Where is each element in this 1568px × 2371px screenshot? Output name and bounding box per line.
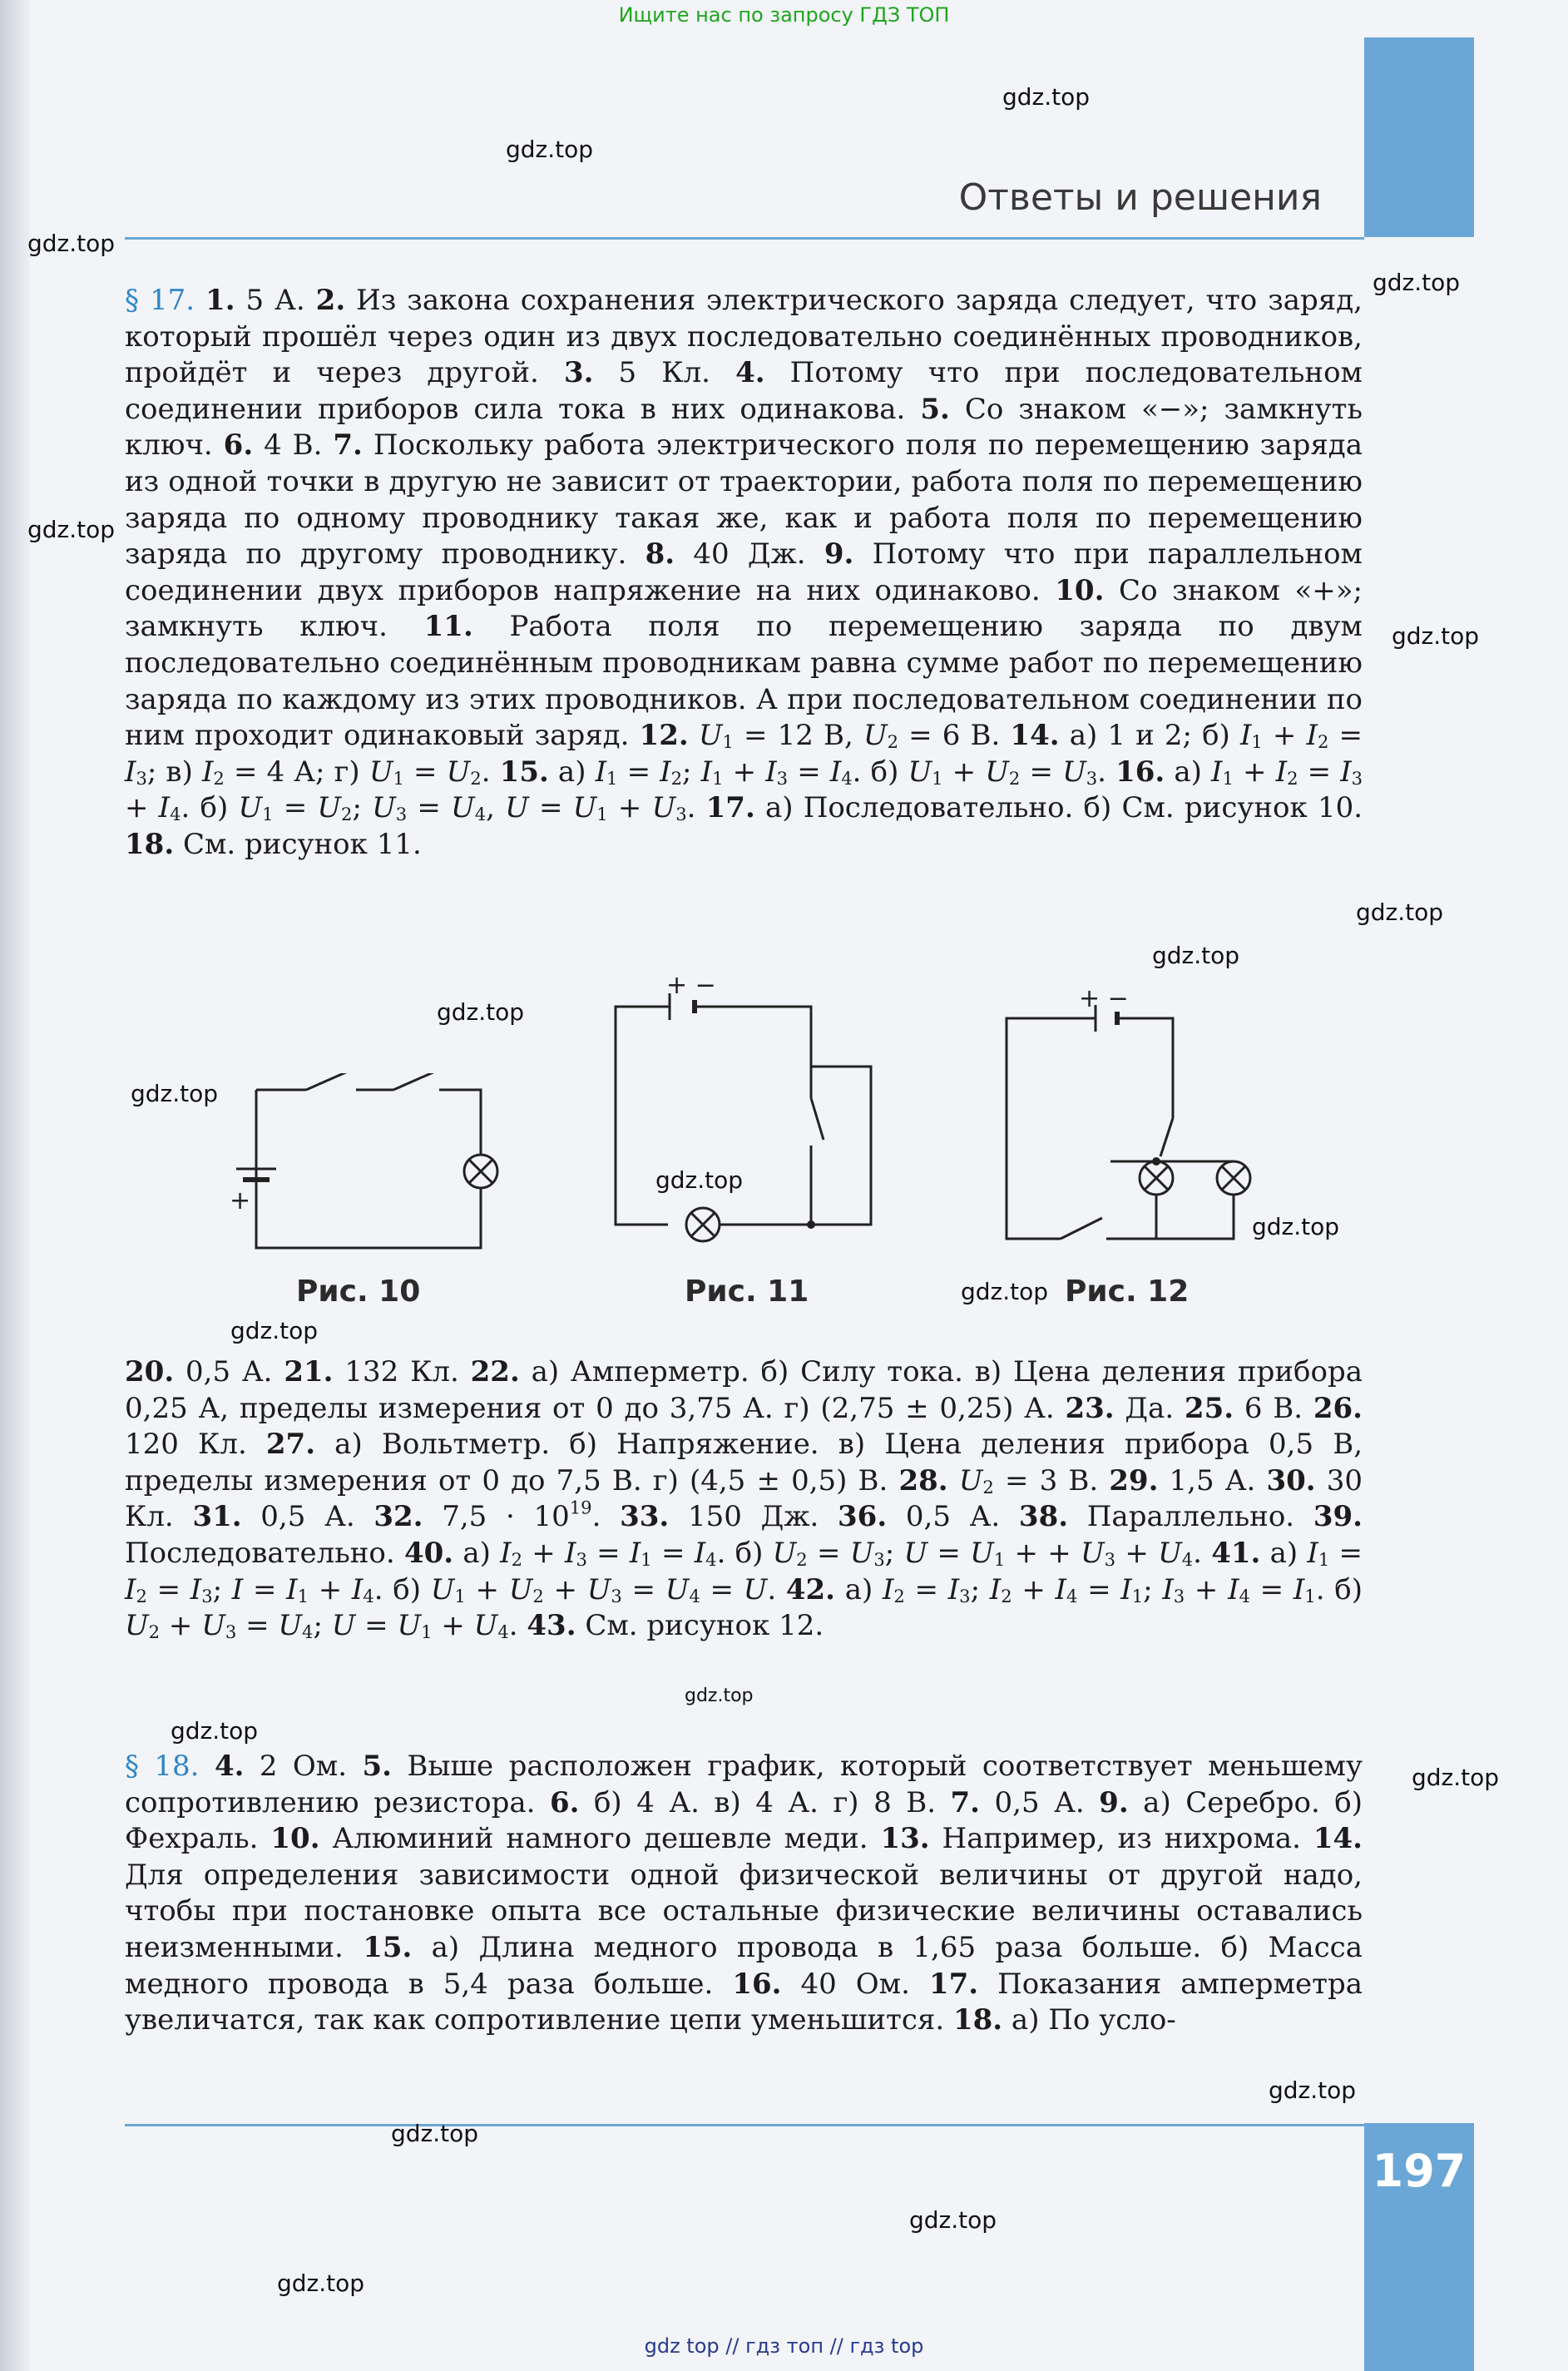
section-18-mark: § 18. <box>125 1750 200 1783</box>
top-banner[interactable]: Ищите нас по запросу ГДЗ ТОП <box>618 3 950 27</box>
watermark: gdz.top <box>506 136 594 163</box>
figure-12-caption: Рис. 12 <box>1065 1275 1190 1309</box>
watermark: gdz.top <box>131 1080 219 1107</box>
fig10-plus-label: + <box>230 1186 251 1215</box>
page-title: Ответы и решения <box>958 176 1322 219</box>
watermark: gdz.top <box>1373 269 1461 296</box>
answers-20-43-text: 20. 0,5 А. 21. 132 Кл. 22. а) Амперметр. б) Силу тока. в) Цена деления прибора 0,25 А, пределы измерения от 0 до 3,75 А. г) (2,75 ± 0,25) А. 23. Да. 25. 6 В. 26. 120 Кл. 27. а) Вольтметр. б) Напряжение. в) Цена деления прибора 0,5 В, пределы измерения от 0 до 7,5 В. г) (4,5 ± 0,5) В. 28. $U_2 = 3$ В. 29. 1,5 А. 30. 30 Кл. 31. 0,5 А. 32. $7,5 \cdot 10^{19}$. 33. 150 Дж. 36. 0,5 А. 38. Параллельно. 39. Последовательно. 40. а) $I_2 + I_3 = I_1 = I_4$. б) $U_2 = U_3$; $U = U_1$ + + $U_3 + U_4$. 41. а) $I_1 = I_2 = I_3$; $I = I_1 + I_4$. б) $U_1 + U_2 + U_3 = U_4 = U$. 42. а) $I_2 = I_3$; $I_2 + I_4 = I_1$; $I_3 + I_4 = I_1$. б) $U_2 + U_3 = U_4$; $U = U_1 + U_4$. 43. См. рисунок 12. <box>125 1355 1363 1643</box>
page-edge <box>0 0 30 2371</box>
watermark: gdz.top <box>961 1278 1049 1305</box>
fig11-terminals-label: + − <box>666 975 716 1000</box>
watermark: gdz.top <box>391 2120 479 2147</box>
watermark: gdz.top <box>1412 1764 1500 1791</box>
section-18-text: § 18. 4. 2 Ом. 5. Выше расположен график, который соответствует меньшему сопротивлению резистора. 6. б) 4 А. в) 4 А. г) 8 В. 7. 0,5 А. 9. а) Серебро. б) Фехраль. 10. Алюминий намного дешевле меди. 13. Например, из нихрома. 14. Для определения зависимости одной физической величины от другой надо, чтобы при постановке опыта все остальные физические величины оставались неизменными. 15. а) Длина медного провода в 1,65 раза больше. б) Масса медного провода в 5,4 раза больше. 16. 40 Ом. 17. Показания амперметра увеличатся, так как сопротивление цепи уменьшится. 18. а) По усло- <box>125 1750 1363 2037</box>
watermark: gdz.top <box>1392 622 1480 650</box>
watermark: gdz.top <box>1356 898 1444 926</box>
figure-11-circuit <box>611 975 886 1258</box>
watermark: gdz.top <box>1002 83 1091 111</box>
watermark: gdz.top <box>1269 2076 1357 2104</box>
watermark: gdz.top <box>1152 942 1240 969</box>
watermark: gdz.top <box>277 2270 365 2297</box>
page-number: 197 <box>1372 2145 1467 2197</box>
watermark: gdz.top <box>437 998 525 1026</box>
watermark: gdz.top <box>909 2206 997 2234</box>
watermark: gdz.top <box>27 516 116 543</box>
watermark: gdz.top <box>1252 1213 1340 1240</box>
figure-11-caption: Рис. 11 <box>685 1275 809 1309</box>
section-17-mark: § 17. <box>125 284 195 317</box>
watermark: gdz.top <box>27 230 116 257</box>
watermark: gdz.top <box>655 1166 744 1194</box>
figure-10-circuit <box>223 1073 522 1273</box>
header-rule <box>125 237 1364 240</box>
header-accent-bar <box>1364 37 1474 237</box>
figure-12-circuit <box>994 985 1269 1251</box>
watermark: gdz.top <box>685 1685 754 1706</box>
section-17-text: § 17. 1. 5 А. 2. Из закона сохранения электрического заряда следует, что заряд, который прошёл через один из двух последовательно соединённых проводников, пройдёт и через другой. 3. 5 Кл. 4. Потому что при последовательном соединении приборов сила тока в них одинакова. 5. Со знаком «−»; замкнуть ключ. 6. 4 В. 7. Поскольку работа электрического поля по перемещению заряда из одной точки в другую не зависит от траектории, работа поля по перемещению заряда по одному проводнику такая же, как и работа поля по перемещению заряда по другому проводнику. 8. 40 Дж. 9. Потому что при параллельном соединении двух приборов напряжение на них одинаково. 10. Со знаком «+»; замкнуть ключ. 11. Работа поля по перемещению заряда по двум последовательно соединённым проводникам равна сумме работ по перемещению заряда по каждому из этих проводников. А при последовательном соединении по ним проходит одинаковый заряд. 12. $U_1 = 12$ В, $U_2 = 6$ В. 14. а) 1 и 2; б) $I_1 + I_2 = I_3$; в) $I_2 = 4$ А; г) $U_1 = U_2$. 15. а) $I_1 = I_2$; $I_1 + I_3 = I_4$. б) $U_1 + U_2 = U_3$. 16. а) $I_1 + I_2 = I_3 + I_4$. б) $U_1 = U_2$; $U_3 = U_4$, $U = U_1 + U_3$. 17. а) Последовательно. б) См. рисунок 10. 18. См. рисунок 11. <box>125 284 1363 861</box>
watermark: gdz.top <box>230 1317 319 1344</box>
footer-links[interactable]: gdz top // гдз топ // гдз top <box>644 2334 924 2358</box>
footer-rule <box>125 2124 1364 2126</box>
watermark: gdz.top <box>171 1717 259 1745</box>
fig12-terminals-label: + − <box>1079 985 1129 1013</box>
figure-10-caption: Рис. 10 <box>296 1275 421 1309</box>
